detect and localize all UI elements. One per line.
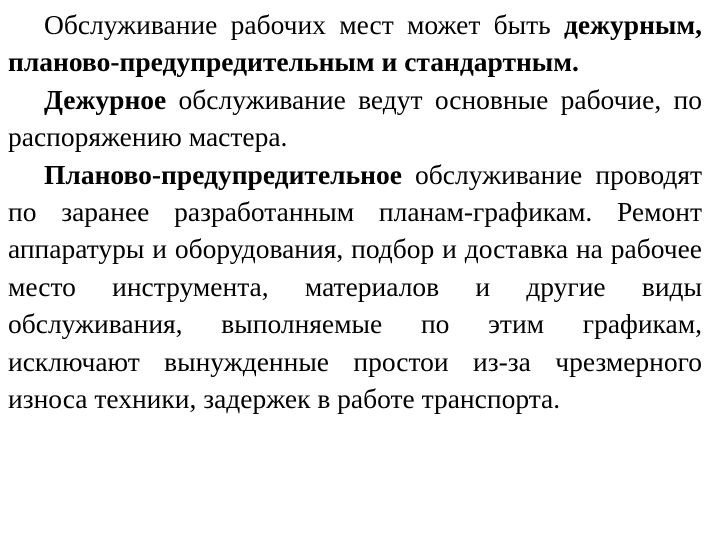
paragraph-maintenance-types (8, 6, 702, 81)
term-preventive: Планово-предупредительное (44, 158, 402, 190)
paragraph-preventive-maintenance (8, 156, 702, 418)
preventive-description: обслуживание проводят по заранее разработанным планам-графикам. Ремонт аппаратуры и оборудования, подбор и доставка на рабочее место инструмента, материалов и другие виды обслуживания, выполняемые по этим графикам, исключают вынужденные простои из-за чрезмерного износа техники, задержек в работе транспорта. (8, 158, 702, 415)
paragraph-intro-text: Обслуживание рабочих мест может быть (44, 9, 564, 40)
maintenance-types-list: дежурным, планово-предупредительным и стандартным. (8, 9, 702, 78)
document-body (8, 6, 702, 417)
paragraph-duty-maintenance (8, 81, 702, 156)
term-duty: Дежурное (44, 83, 167, 115)
duty-description: обслуживание ведут основные рабочие, по распоряжению мастера. (8, 83, 702, 153)
